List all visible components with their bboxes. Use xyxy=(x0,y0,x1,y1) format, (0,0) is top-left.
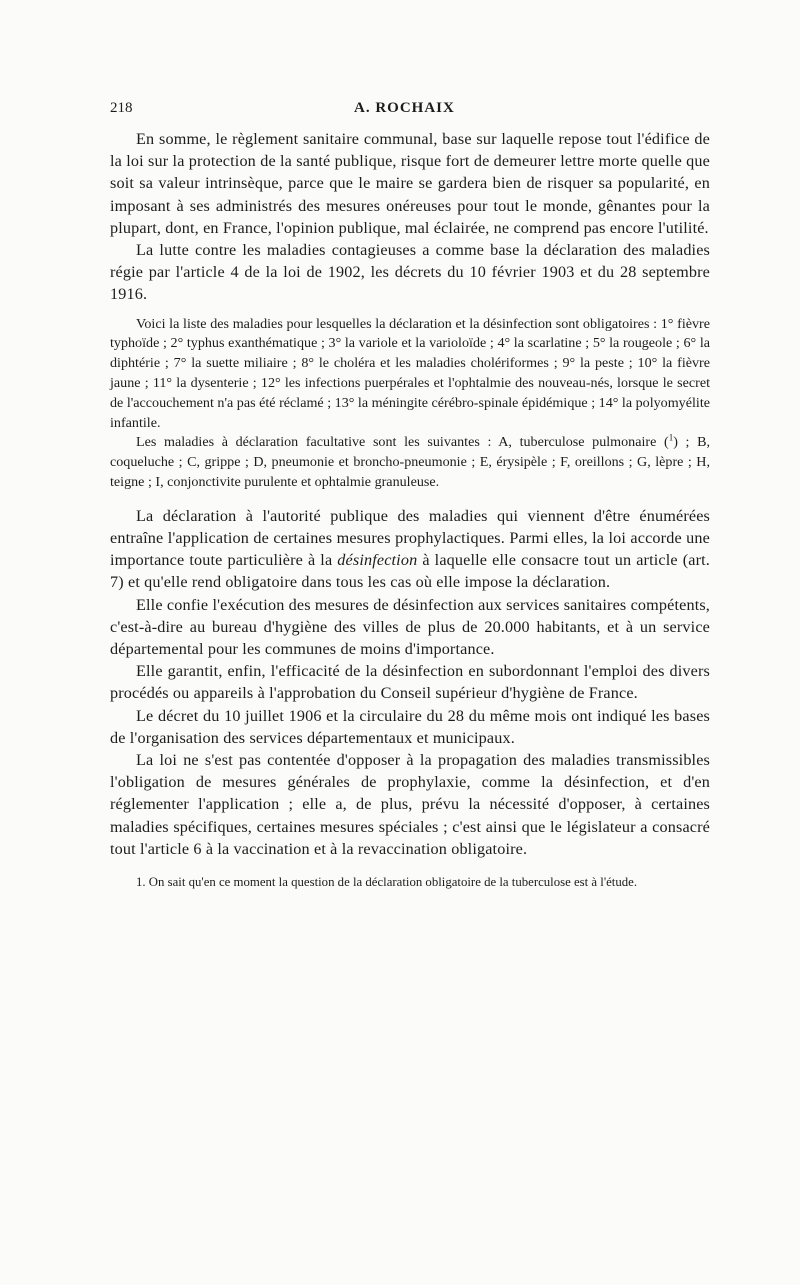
paragraph-lutte-maladies: La lutte contre les maladies contagieuses a comme base la déclaration des maladies régie par l'article 4 de la loi de 1902, les décrets du 10 février 1903 et du 28 septembre 1916. xyxy=(110,241,710,304)
paragraph-efficacite: Elle garantit, enfin, l'efficacité de la désinfection en subordonnant l'emploi des divers procédés ou appareils à l'approbation du Conseil supérieur d'hygiène de France. xyxy=(110,662,710,703)
paragraph-reglement-sanitaire: En somme, le règlement sanitaire communal, base sur laquelle repose tout l'édifice de la loi sur la protection de la santé publique, risque fort de demeurer lettre morte quelle que soit sa valeur intrinsèque, parce que le maire se gardera bien de risquer sa popularité, en imposant à ses administrés des mesures onéreuses pour tout le monde, gênantes pour la plupart, dont, en France, l'opinion publique, mal éclairée, ne comprend pas encore l'utilité. xyxy=(110,130,710,237)
italic-term: désinfection xyxy=(337,551,418,570)
paragraph-services-sanitaires: Elle confie l'exécution des mesures de désinfection aux services sanitaires compétents, c'est-à-dire au bureau d'hygiène des villes de plus de 20.000 habitants, et à un service départemental pour les communes de moins d'importance. xyxy=(110,595,710,659)
paragraph-decret-1906: Le décret du 10 juillet 1906 et la circulaire du 28 du même mois ont indiqué les bases de l'organisation des services départementaux et municipaux. xyxy=(110,706,710,747)
paragraph-liste-maladies: Voici la liste des maladies pour lesquelles la déclaration et la désinfection sont obligatoires : 1° fièvre typhoïde ; 2° typhus exanthématique ; 3° la variole et la varioloïde ; 4° la scarlatine ; 5° la rougeole ; 6° la diphtérie ; 7° la suette miliaire ; 8° le choléra et les maladies cholériformes ; 9° la peste ; 10° la fièvre jaune ; 11° la dysenterie ; 12° les infections puerpérales et l'ophtalmie des nouveau-nés, lorsque le secret de l'accouchement n'a pas été réclamé ; 13° la méningite cérébro-spinale épidémique ; 14° la polyomyélite infantile. xyxy=(110,315,710,431)
footnote: 1. On sait qu'en ce moment la question de la déclaration obligatoire de la tuberculose est à l'étude. xyxy=(136,875,638,890)
text-span: La déclaration à l'autorité publique des maladies qui viennent d'être énumérées entraîne l'application de certaines mesures prophylactiques. Parmi elles, la loi accorde une importance toute particulière à la xyxy=(110,506,710,570)
book-page xyxy=(110,100,710,892)
text-span: ) ; B, coqueluche ; C, grippe ; D, pneumonie et broncho-pneumonie ; E, érysipèle ; F, oreillons ; G, lèpre ; H, teigne ; I, conjonctivite purulente et ophtalmie granuleuse. xyxy=(110,434,710,490)
paragraph-declaration-facultative xyxy=(110,433,710,492)
text-span: Les maladies à déclaration facultative sont les suivantes : A, tuberculose pulmonaire ( xyxy=(136,434,669,451)
paragraph-desinfection xyxy=(110,505,710,594)
page-number: 218 xyxy=(110,100,133,116)
paragraph-vaccination: La loi ne s'est pas contentée d'opposer à la propagation des maladies transmissibles l'obligation de mesures générales de prophylaxie, comme la désinfection, et d'en réglementer l'application ; elle a, de plus, prévu la nécessité d'opposer, à certaines maladies spécifiques, certaines mesures spéciales ; c'est ainsi que le législateur a consacré tout l'article 6 à la vaccination et à la revaccination obligatoire. xyxy=(110,751,710,858)
text-span: à laquelle elle consacre tout un article (art. 7) et qu'elle rend obligatoire dans tous les cas où elle impose la déclaration. xyxy=(110,551,710,592)
running-title: A. ROCHAIX xyxy=(354,100,455,116)
page-header xyxy=(110,100,710,128)
footnote-reference: 1 xyxy=(668,432,674,443)
